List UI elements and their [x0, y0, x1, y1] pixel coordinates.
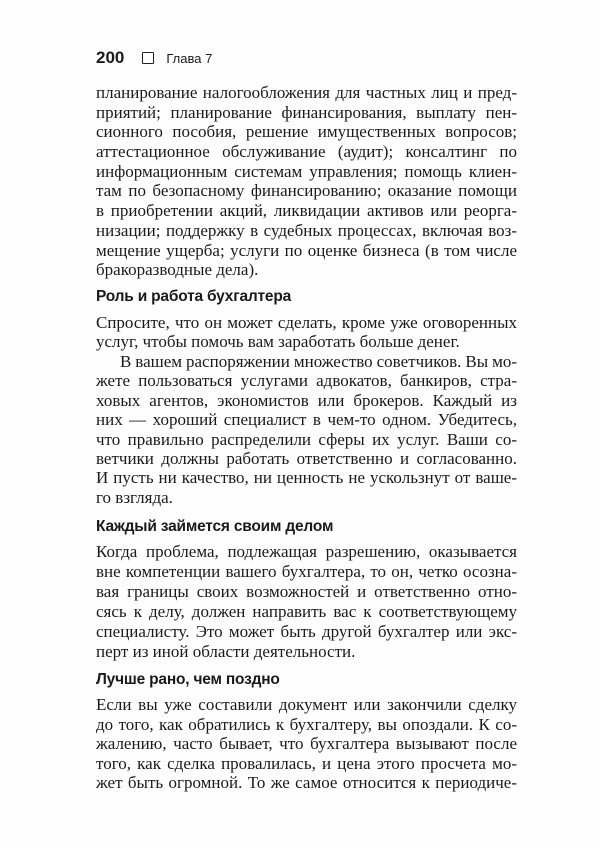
- text-line: низации; поддержку в судебных процессах, включая воз-: [96, 220, 517, 240]
- paragraph: [96, 542, 517, 662]
- text-line: планирование налогообложения для частных лиц и пред-: [96, 83, 517, 102]
- paragraph: [96, 695, 517, 793]
- text-line: го взгляда.: [96, 487, 173, 507]
- text-line: бракоразводные дела).: [96, 260, 259, 280]
- text-line: В вашем распоряжении множество советчиков. Вы мо-: [120, 352, 518, 371]
- text-line: там по безопасному финансированию; оказание помощи: [96, 181, 517, 201]
- text-line: до того, как обратились к бухгалтеру, вы опоздали. К со-: [96, 714, 517, 734]
- text-line: того, как сделка провалилась, и цена этого просчета мо-: [96, 753, 517, 773]
- text-line: Если вы уже составили документ или закончили сделку: [96, 695, 517, 714]
- text-line: Когда проблема, подлежащая разрешению, оказывается: [96, 542, 517, 561]
- text-line: ховых агентов, экономистов или брокеров. Каждый из: [96, 390, 517, 410]
- text-line: сионного пособия, решение имущественных вопросов;: [96, 122, 517, 142]
- text-line: них — хороший специалист в чем-то одном. Убедитесь,: [96, 410, 517, 430]
- section-heading: Роль и работа бухгалтера: [96, 288, 292, 305]
- text-line: сясь к делу, должен направить вас к соответствующему: [96, 602, 517, 621]
- section-heading: Лучше рано, чем поздно: [96, 671, 280, 688]
- text-line: вая границы своих возможностей и ответственно отно-: [96, 582, 517, 601]
- section-heading: Каждый займется своим делом: [96, 518, 334, 535]
- page-number: 200: [96, 48, 125, 67]
- text-line: ветчики должны работать ответственно и согласованно.: [96, 448, 517, 468]
- text-line: Спросите, что он может сделать, кроме уже оговоренных: [96, 313, 517, 332]
- text-line: жалению, часто бывает, что бухгалтера вызывают после: [96, 734, 517, 753]
- paragraph: [96, 313, 517, 352]
- text-line: услуг, чтобы помочь вам заработать больше денег.: [96, 332, 460, 352]
- text-line: в приобретении акций, ликвидации активов или реорга-: [96, 201, 517, 221]
- paragraph: [96, 352, 517, 507]
- square-bullet-icon: [142, 52, 154, 64]
- chapter-label: Глава 7: [166, 50, 213, 66]
- text-line: И пусть ни качество, ни ценность не ускользнут от ваше-: [96, 468, 517, 488]
- paragraph: [96, 83, 517, 280]
- text-line: что правильно распределили сферы их услуг. Ваши со-: [96, 429, 517, 449]
- text-line: жет быть огромной. То же самое относится к периодиче-: [96, 773, 517, 792]
- text-line: аттестационное обслуживание (аудит); консалтинг по: [96, 142, 517, 162]
- text-line: перт из иной области деятельности.: [96, 642, 356, 661]
- text-line: вне компетенции вашего бухгалтера, то он, четко осозна-: [96, 562, 517, 581]
- text-line: мещение ущерба; услуги по оценке бизнеса (в том числе: [96, 240, 517, 260]
- running-header: [96, 47, 212, 69]
- text-line: жете пользоваться услугами адвокатов, банкиров, стра-: [96, 371, 517, 391]
- text-line: специалисту. Это может быть другой бухгалтер или экс-: [96, 622, 517, 641]
- text-line: приятий; планирование финансирования, выплату пен-: [96, 102, 517, 122]
- text-line: информационным системам управления; помощь клиен-: [96, 161, 517, 181]
